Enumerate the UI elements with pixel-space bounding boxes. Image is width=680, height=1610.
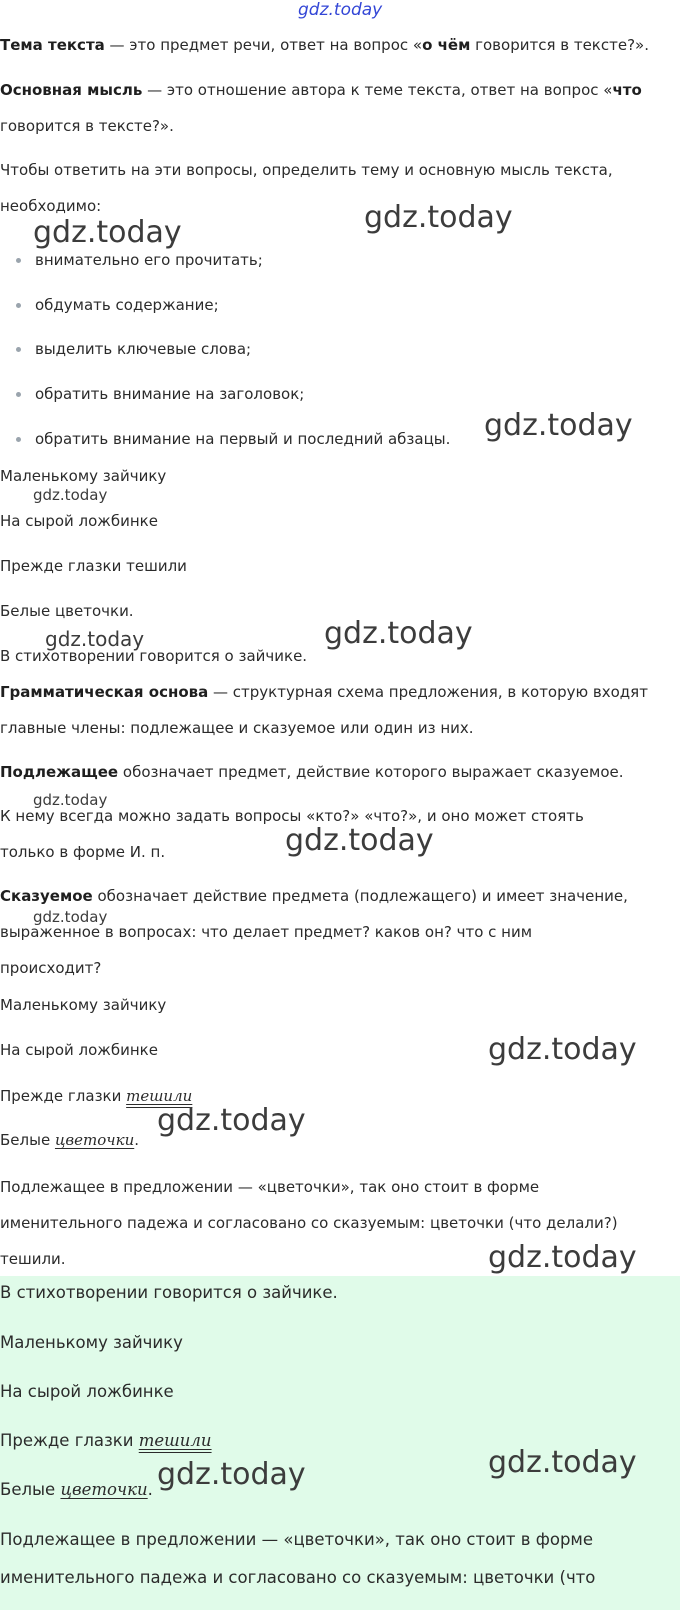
bullet-icon: [16, 437, 21, 442]
instructions-line1: Чтобы ответить на эти вопросы, определить тему и основную мысль текста,: [0, 161, 613, 179]
instructions-line2: необходимо:: [0, 197, 102, 215]
predicate-definition-line3: происходит?: [0, 959, 102, 977]
list-item: обдумать содержание;: [35, 296, 219, 314]
watermark: gdz.today: [33, 791, 108, 809]
analysis-line: Маленькому зайчику: [0, 996, 167, 1014]
term-predicate: Сказуемое: [0, 887, 93, 905]
poem-line: Маленькому зайчику: [0, 467, 167, 485]
bullet-icon: [16, 303, 21, 308]
watermark: gdz.today: [157, 1103, 306, 1138]
answer-line: На сырой ложбинке: [0, 1382, 174, 1401]
analysis-explanation-line3: тешили.: [0, 1250, 66, 1268]
watermark: gdz.today: [45, 627, 145, 651]
main-idea-definition-line2: говорится в тексте?».: [0, 117, 174, 135]
poem-line: На сырой ложбинке: [0, 512, 158, 530]
subject-definition-line2: К нему всегда можно задать вопросы «кто?» «что?», и оно может стоять: [0, 807, 584, 825]
topic-sentence: В стихотворении говорится о зайчике.: [0, 647, 308, 665]
bullet-icon: [16, 258, 21, 263]
analysis-explanation-line1: Подлежащее в предложении — «цветочки», так оно стоит в форме: [0, 1178, 540, 1196]
watermark: gdz.today: [324, 616, 473, 651]
predicate-marked: тешили: [126, 1087, 193, 1105]
watermark: gdz.today: [33, 908, 108, 926]
watermark: gdz.today: [484, 408, 633, 443]
watermark: gdz.today: [488, 1240, 637, 1275]
main-idea-definition: Основная мысль — это отношение автора к теме текста, ответ на вопрос «что: [0, 81, 642, 99]
bullet-icon: [16, 347, 21, 352]
answer-block: [0, 1276, 680, 1610]
term-topic: Тема текста: [0, 36, 105, 54]
watermark: gdz.today: [364, 200, 513, 235]
analysis-explanation-line2: именительного падежа и согласовано со сказуемым: цветочки (что делали?): [0, 1214, 618, 1232]
answer-topic: В стихотворении говорится о зайчике.: [0, 1283, 338, 1302]
grammar-base-definition-line2: главные члены: подлежащее и сказуемое или один из них.: [0, 719, 474, 737]
bullet-icon: [16, 392, 21, 397]
subject-marked: цветочки: [54, 1131, 135, 1149]
poem-line: Белые цветочки.: [0, 602, 134, 620]
answer-line: Маленькому зайчику: [0, 1333, 183, 1352]
subject-marked: цветочки: [60, 1480, 148, 1499]
subject-definition-line3: только в форме И. п.: [0, 843, 166, 861]
topic-definition: Тема текста — это предмет речи, ответ на вопрос «о чём говорится в тексте?».: [0, 36, 649, 54]
predicate-definition-line2: выраженное в вопросах: что делает предмет? каков он? что с ним: [0, 923, 533, 941]
watermark: gdz.today: [157, 1457, 306, 1492]
answer-explanation-line2: именительного падежа и согласовано со сказуемым: цветочки (что: [0, 1568, 596, 1587]
answer-explanation-line1: Подлежащее в предложении — «цветочки», так оно стоит в форме: [0, 1530, 594, 1549]
term-grammar-base: Грамматическая основа: [0, 683, 209, 701]
answer-line: Прежде глазки тешили: [0, 1431, 212, 1450]
answer-line: Белые цветочки.: [0, 1480, 153, 1499]
predicate-marked: тешили: [138, 1431, 212, 1450]
grammar-base-definition: Грамматическая основа — структурная схема предложения, в которую входят: [0, 683, 648, 701]
list-item: обратить внимание на заголовок;: [35, 385, 305, 403]
subject-definition: Подлежащее обозначает предмет, действие которого выражает сказуемое.: [0, 763, 624, 781]
list-item: внимательно его прочитать;: [35, 251, 263, 269]
watermark: gdz.today: [33, 486, 108, 504]
list-item: выделить ключевые слова;: [35, 340, 252, 358]
analysis-line: Белые цветочки.: [0, 1131, 140, 1149]
analysis-line: На сырой ложбинке: [0, 1041, 158, 1059]
watermark: gdz.today: [285, 823, 434, 858]
watermark: gdz.today: [488, 1445, 637, 1480]
list-item: обратить внимание на первый и последний абзацы.: [35, 430, 451, 448]
poem-line: Прежде глазки тешили: [0, 557, 187, 575]
term-main-idea: Основная мысль: [0, 81, 143, 99]
analysis-line: Прежде глазки тешили: [0, 1087, 193, 1105]
watermark: gdz.today: [488, 1032, 637, 1067]
term-subject: Подлежащее: [0, 763, 119, 781]
predicate-definition: Сказуемое обозначает действие предмета (подлежащего) и имеет значение,: [0, 887, 628, 905]
watermark: gdz.today: [33, 215, 182, 250]
header-watermark[interactable]: gdz.today: [298, 0, 383, 20]
